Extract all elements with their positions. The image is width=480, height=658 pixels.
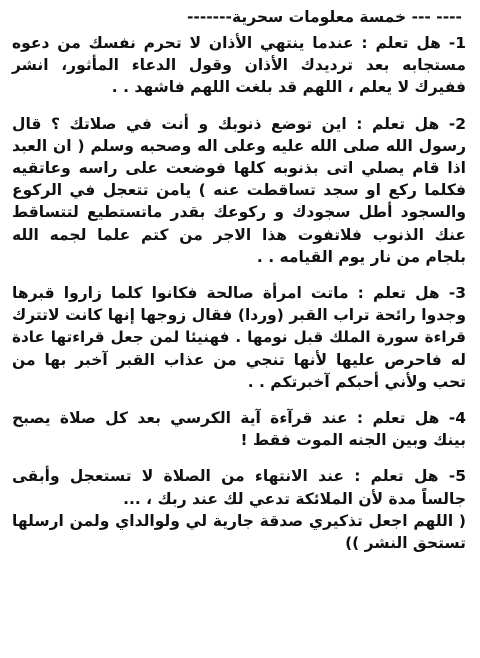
text-line: جالساً مدة لأن الملائكة تدعي لك عند ربك ، ... bbox=[123, 489, 466, 508]
text-line: بينك وبين الجنه الموت فقط ! bbox=[240, 431, 466, 450]
article-title: ---- --- خمسة معلومات سحرية------- bbox=[186, 8, 462, 26]
text-line: والسجود أطل سجودك و ركوعك بقدر ماتستطيع لتتساقط bbox=[12, 203, 466, 222]
fact-item-4 bbox=[12, 407, 466, 451]
text-line: بلجام من نار يوم القيامه . . bbox=[256, 247, 466, 266]
text-line: له فاحرص عليها لأنها تنجي من عذاب القبر آخبر بها من bbox=[12, 350, 466, 369]
text-line: قراءة سورة الملك قبل نومها . فهنيئا لمن جعل قراءتها عادة bbox=[12, 328, 466, 347]
text-line: 1- هل تعلم : عندما ينتهي الأذان لا تحرم نفسك من دعوه bbox=[12, 34, 466, 52]
text-line: فكلما ركع او سجد تساقطت عنه ) يامن تتعجل في الركوع bbox=[12, 181, 466, 200]
text-line: رسول الله صلى الله عليه وعلى اله وصحبه وسلم ( ان العبد bbox=[12, 136, 466, 155]
fact-item-1 bbox=[12, 32, 466, 99]
text-line: عنك الذنوب فلاتفوت هذا الاجر من كتم علما لجمه الله bbox=[12, 225, 466, 244]
text-line: 2- هل تعلم : اين توضع ذنوبك و أنت في صلاتك ؟ قال bbox=[12, 114, 466, 133]
fact-item-5 bbox=[12, 465, 466, 554]
text-line: ( اللهم اجعل تذكيري صدقة جارية لي ولوالداي ولمن ارسلها bbox=[12, 511, 466, 530]
text-line: 4- هل تعلم : عند قرآءة آية الكرسي بعد كل صلاة يصبح bbox=[12, 409, 466, 428]
fact-item-3 bbox=[12, 282, 466, 393]
text-line: وجدوا رائحة تراب القبر (وردا) فقال زوجها إنها كانت لاتترك bbox=[12, 306, 466, 325]
fact-item-2 bbox=[12, 113, 466, 268]
text-line: مستجابه بعد ترديدك الأذان وقول الدعاء المأثور، انشر bbox=[12, 56, 466, 75]
text-line: 3- هل تعلم : ماتت امرأة صالحة فكانوا كلما زاروا قبرها bbox=[12, 284, 466, 303]
text-line: تحب ولأني أحبكم آخبرتكم . . bbox=[247, 372, 466, 391]
text-line: 5- هل تعلم : عند الانتهاء من الصلاة لا تستعجل وأبقى bbox=[12, 467, 466, 486]
text-line: تستحق النشر )) bbox=[345, 534, 466, 553]
text-line: ففيرك لا يعلم ، اللهم قد بلغت اللهم فاشهد . . bbox=[111, 78, 466, 97]
text-line: اذا قام يصلي اتى بذنوبه كلها فوضعت على راسه وعاتقيه bbox=[12, 159, 466, 178]
